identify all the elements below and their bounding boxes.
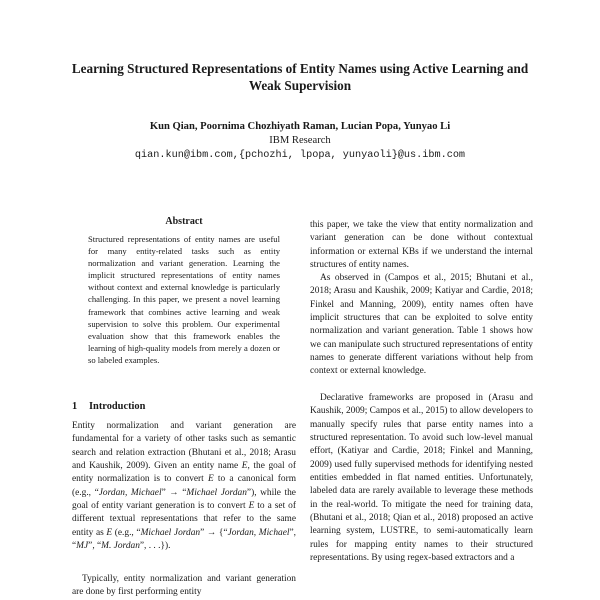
author-list: Kun Qian, Poornima Chozhiyath Raman, Lucian Popa, Yunyao Li <box>149 121 451 132</box>
text-run: Entity normalization and variant generation are fundamental for a variety of other tasks such as semantic search and relation extraction (Bhutani et al., 2018; Arasu and Kaushik, 2009). Given an entity name <box>72 421 296 472</box>
example-name: Jordan, Michael <box>98 487 162 498</box>
affiliation: IBM Research <box>269 135 331 146</box>
text-run: ”, “ <box>88 541 102 552</box>
abstract-heading: Abstract <box>165 216 203 227</box>
math-var: E <box>207 474 214 485</box>
section-title: Introduction <box>89 401 146 412</box>
text-run: ”), while the goal of entity variant generation is to convert <box>72 487 296 512</box>
example-name: M. Jordan <box>101 541 140 552</box>
text-run: ”, . . .}). <box>139 541 171 552</box>
intro-paragraph-1 <box>72 420 296 553</box>
text-run: to a canonical form (e.g., “ <box>72 474 297 498</box>
right-paragraph-1: this paper, we take the view that entity normalization and variant generation can be done without contextual information or external KBs if we understand the internal structures of entity names. <box>310 220 533 271</box>
text-run: ” → “ <box>161 487 187 498</box>
section-number: 1 <box>72 401 78 412</box>
example-name: Michael Jordan <box>186 487 247 498</box>
text-run: (e.g., “ <box>112 527 141 538</box>
right-paragraph-2: As observed in (Campos et al., 2015; Bhutani et al., 2018; Arasu and Kaushik, 2009; Katiyar and Cardie, 2018; Finkel and Manning, 2009), entity names often have implicit structures that can be exploited to solve entity normalization and variant generation. Table 1 shows how we can manipulate such structured representations of entity names to generate different variations without help from context or external knowledge. <box>310 273 533 377</box>
text-run: , the goal of entity normalization is to convert <box>72 461 296 485</box>
author-emails: qian.kun@ibm.com,{pchozhi, lpopa, yunyaoli}@us.ibm.com <box>134 150 466 161</box>
math-var: E <box>248 501 255 512</box>
example-name: MJ <box>76 541 89 552</box>
intro-paragraph-2: Typically, entity normalization and variant generation are done by first performing entity <box>72 574 296 598</box>
example-name: Jordan, Michael <box>227 527 290 538</box>
text-run: ” → {“ <box>200 527 228 538</box>
math-var: E <box>106 527 113 538</box>
section-heading-introduction <box>72 400 296 413</box>
example-name: Michael Jordan <box>140 527 201 538</box>
paper-title: Learning Structured Representations of Entity Names using Active Learning and Weak Supervision <box>71 61 529 93</box>
abstract-text: Structured representations of entity names are useful for many entity-related tasks such as entity normalization and variant generation. Learning the implicit structured representations of entity names without context and external knowledge is particularly challenging. In this paper, we present a novel learning framework that combines active learning and weak supervision to solve this problem. Our experimental evaluation show that this framework enables the learning of high-quality models from merely a dozen or so labeled examples. <box>88 234 280 365</box>
right-paragraph-3: Declarative frameworks are proposed in (Arasu and Kaushik, 2009; Campos et al., 2015) to allow developers to manually specify rules that parse entity names into a structured representation. To avoid such low-level manual effort, (Katiyar and Cardie, 2018; Finkel and Manning, 2009) used fully supervised methods for identifying nested entities embedded in flat named entities. Unfortunately, labeled data are rarely available to leverage these methods in the real-world. To mitigate the need for training data, (Bhutani et al., 2018; Qian et al., 2018) proposed an active learning system, LUSTRE, to semi-automatically learn rules for mapping entity names to their structured representations. By using regex-based extractors and a <box>310 393 533 564</box>
math-var: E <box>241 461 248 472</box>
text-run: to a set of different textual representations that refer to the same entity as <box>72 501 296 538</box>
text-run: ”, “ <box>72 527 296 552</box>
